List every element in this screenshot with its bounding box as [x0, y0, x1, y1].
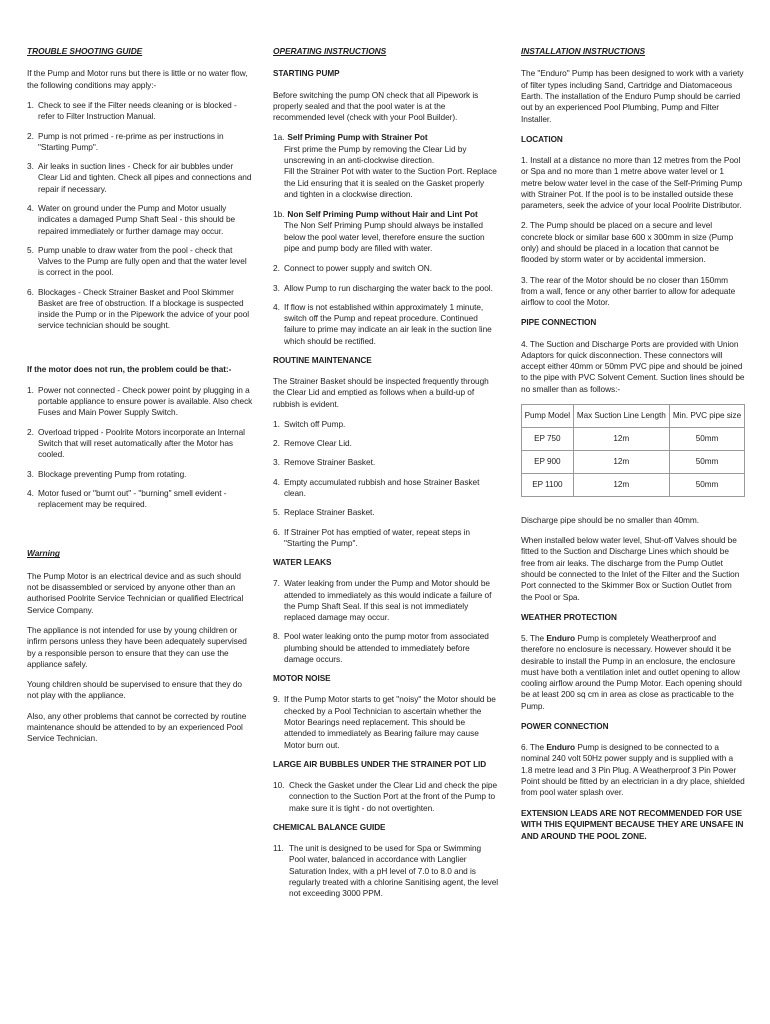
troubleshooting-column — [27, 46, 254, 754]
list-item: 8. Pool water leaking onto the pump motor from associated plumbing should be attended to immediately before damage occurs. — [273, 631, 489, 665]
power-paragraph: 6. The Enduro Pump is designed to be connected to a nominal 240 volt 50Hz power supply and is supplied with a 1.8 metre lead and 3 Pin Plug. A Weatherproof 3 Pin Power Point should be fitted by an electrician in a dry place, shielded from pool water splash over. — [521, 742, 745, 798]
list-item: 1. Power not connected - Check power point by plugging in a portable appliance to ensure power is available. Also check Fuses and Main Power Supply Switch. — [27, 384, 253, 418]
list-item: 6. Blockages - Check Strainer Basket and Pool Skimmer Basket are free of obstruction. If a blockage is suspected inside the Pump or in the Pipework the advice of your pool service technician should be sought. — [27, 286, 250, 331]
warning-heading: Warning — [27, 548, 60, 559]
weather-protection-heading: WEATHER PROTECTION — [521, 612, 617, 622]
power-connection-heading: POWER CONNECTION — [521, 722, 609, 732]
water-leaks-heading: WATER LEAKS — [273, 558, 332, 568]
list-item: 7. Water leaking from under the Pump and Motor should be attended to immediately as this would indicate a failure of the Pump Shaft Seal. If this seal is not immediately replaced damage may occur. — [273, 578, 492, 623]
list-item: 9. If the Pump Motor starts to get "noisy" the Motor should be checked by a Pool Technician to ascertain whether the Motor Bearings need replacement. This should be attended to immediately as Bearing failure may cause Motor burn out. — [273, 694, 496, 750]
table-header: Max Suction Line Length — [573, 404, 669, 427]
list-item: 4. Empty accumulated rubbish and hose Strainer Basket clean. — [273, 476, 480, 499]
location-paragraph: 2. The Pump should be placed on a secure and level concrete block or similar base 600 x 300mm in size (Pump only) and should be placed in a location that cannot be flooded by storm water or by accidental immersion. — [521, 220, 734, 265]
warning-paragraph: The appliance is not intended for use by young children or infirm persons unless they have been adequately supervised by a responsible person to ensure that they can use the appliance safely. — [27, 625, 247, 669]
chemical-balance-heading: CHEMICAL BALANCE GUIDE — [273, 822, 386, 832]
list-item: 2. Connect to power supply and switch ON. — [273, 263, 432, 274]
installation-heading: INSTALLATION INSTRUCTIONS — [521, 46, 646, 56]
list-item: 3. Allow Pump to run discharging the water back to the pool. — [273, 282, 493, 293]
table-cell: 12m — [573, 427, 669, 450]
warning-paragraph: Also, any other problems that cannot be corrected by routine maintenance should be attended to by an experienced Pool Service Technician. — [27, 710, 247, 744]
routine-maintenance-heading: ROUTINE MAINTENANCE — [273, 355, 372, 365]
list-item-1a: 1a. Self Priming Pump with Strainer Pot First prime the Pump by removing the Clear Lid by unscrewing in an anti-clockwise direction. Fill the Strainer Pot with water to the Suction Port. Replace the Lid ensuring that it is sealed on the Gasket properly and tighten in a clockwise direction. — [273, 132, 497, 199]
list-item: 2. Remove Clear Lid. — [273, 438, 352, 449]
weather-paragraph: 5. The Enduro Pump is completely Weatherproof and therefore no enclosure is necessary. However should it be desirable to install the Pump in an enclosure, the enclosure must have both a ventilation inlet and outlet opening to allow cooling airflow around the Pump Motor. Each opening should be at least 200 sq cm in area as close as practicable to the Pump. — [521, 633, 742, 711]
list-item: 4. Water on ground under the Pump and Motor usually indicates a damaged Pump Shaft Seal - this should be repaired immediately or further damage may occur. — [27, 202, 236, 236]
list-item: 3. Blockage preventing Pump from rotating. — [27, 468, 187, 479]
list-item: 5. Pump unable to draw water from the pool - check that Valves to the Pump are fully open and that the water level is correct in the pool. — [27, 244, 247, 278]
warning-paragraph: Young children should be supervised to ensure that they do not play with the appliance. — [27, 679, 242, 701]
pipe-size-table — [521, 404, 745, 497]
warning-paragraph: The Pump Motor is an electrical device and as such should not be disassembled or serviced by anyone other than an authorised Poolrite Service Technician or qualified Electrical Service Company. — [27, 570, 244, 615]
motor-problem-heading: If the motor does not run, the problem could be that:- — [27, 364, 232, 374]
troubleshooting-intro: If the Pump and Motor runs but there is little or no water flow, the following conditions may apply:- — [27, 68, 248, 90]
table-cell: 12m — [573, 473, 669, 496]
pipe-intro: 4. The Suction and Discharge Ports are provided with Union Adaptors for quick disconnection. These connectors will accept either 40mm or 50mm PVC pipe and should be joined to the pipe with PVC Solvent Cement. Suction lines should be no smaller than as follows:- — [521, 338, 745, 394]
list-item: 4. If flow is not established within approximately 1 minute, switch off the Pump and repeat procedure. Continued failure to prime may indicate an air leak in the suction line which should be rectified. — [273, 301, 492, 346]
list-item: 1. Check to see if the Filter needs cleaning or is blocked - refer to Filter Instruction Manual. — [27, 99, 237, 122]
list-item: 6. If Strainer Pot has emptied of water, repeat steps in "Starting the Pump". — [273, 526, 470, 548]
location-paragraph: 1. Install at a distance no more than 12 metres from the Pool or Spa and no more than 1 metre above water level or 1 metre below water level in the case of the Self-Priming Pump with Strainer Pot. If the pool is to be installed outside these parameters, seek the advice of your local Poolrite Distributor. — [521, 154, 743, 211]
pipe-connection-heading: PIPE CONNECTION — [521, 318, 597, 328]
table-header: Pump Model — [522, 404, 574, 427]
list-item: 2. Overload tripped - Poolrite Motors incorporate an Internal Switch that will reset automatically after the Motor has cooled. — [27, 426, 245, 460]
table-row — [522, 473, 745, 496]
table-cell: EP 1100 — [522, 473, 574, 496]
table-cell: 50mm — [669, 450, 744, 473]
list-item-1b: 1b. Non Self Priming Pump without Hair and Lint Pot The Non Self Priming Pump should always be installed below the pool water level, therefore ensure the suction pipe and pump body are filled with water. — [273, 209, 485, 253]
motor-noise-heading: MOTOR NOISE — [273, 674, 331, 684]
troubleshooting-heading: TROUBLE SHOOTING GUIDE — [27, 46, 143, 56]
starting-intro: Before switching the pump ON check that all Pipework is properly sealed and that the pool water is at the recommended level (check with your Pool Builder). — [273, 89, 479, 123]
valves-paragraph: When installed below water level, Shut-off Valves should be fitted to the Suction and Discharge Lines which should be free from air leaks. The discharge from the Pump Outlet should be connected to the Inlet of the Filter and the Suction Port connected to the Skimmer Box or Suction Outlet from the Pool or Spa. — [521, 535, 740, 602]
location-heading: LOCATION — [521, 134, 563, 144]
operating-column — [273, 46, 499, 907]
table-header-row — [522, 404, 745, 427]
list-item: 10. Check the Gasket under the Clear Lid and check the pipe connection to the Suction Port at the front of the Pump to make sure it is tight - do not overtighten. — [273, 780, 498, 813]
installation-intro: The "Enduro" Pump has been designed to work with a variety of filter types including Sand, Cartridge and Diatomaceous Earth. The installation of the Enduro Pump should be carried out by an experienced Pool Plumbing, Pump and Filter Installer. — [521, 68, 744, 124]
list-item: 11. The unit is designed to be used for Spa or Swimming Pool water, balanced in accordance with Langlier Saturation Index, with a pH level of 7.0 to 8.0 and is regularly treated with a chlorine Sanitising agent, the level not exceeding 3000 PPM. — [273, 843, 499, 899]
table-cell: EP 750 — [522, 427, 574, 450]
table-row — [522, 450, 745, 473]
list-item: 5. Replace Strainer Basket. — [273, 507, 375, 518]
extension-leads-warning: EXTENSION LEADS ARE NOT RECOMMENDED FOR USE WITH THIS EQUIPMENT BECAUSE THEY ARE UNSAFE IN AND AROUND THE POOL ZONE. — [521, 808, 744, 841]
list-item: 1. Switch off Pump. — [273, 418, 346, 429]
list-item: 4. Motor fused or "burnt out" - "burning" smell evident - replacement may be required. — [27, 487, 227, 510]
table-header: Min. PVC pipe size — [669, 404, 744, 427]
table-cell: 12m — [573, 450, 669, 473]
table-cell: 50mm — [669, 473, 744, 496]
table-cell: EP 900 — [522, 450, 574, 473]
operating-heading: OPERATING INSTRUCTIONS — [273, 46, 387, 56]
starting-pump-heading: STARTING PUMP — [273, 69, 340, 79]
location-paragraph: 3. The rear of the Motor should be no closer than 150mm from a wall, fence or any other barrier to allow for adequate airflow to cool the Motor. — [521, 274, 736, 308]
list-item: 3. Air leaks in suction lines - Check for air bubbles under Clear Lid and tighten. Check all pipes and connections and repair if necessary. — [27, 161, 252, 194]
installation-column — [521, 46, 745, 842]
list-item: 2. Pump is not primed - re-prime as per instructions in "Starting Pump". — [27, 130, 224, 152]
table-row — [522, 427, 745, 450]
discharge-paragraph: Discharge pipe should be no smaller than 40mm. — [521, 514, 700, 525]
list-item: 3. Remove Strainer Basket. — [273, 457, 376, 468]
table-cell: 50mm — [669, 427, 744, 450]
air-bubbles-heading: LARGE AIR BUBBLES UNDER THE STRAINER POT LID — [273, 759, 487, 769]
routine-intro: The Strainer Basket should be inspected frequently through the Clear Lid and emptied as follows when a build-up of rubbish is evident. — [273, 376, 489, 409]
